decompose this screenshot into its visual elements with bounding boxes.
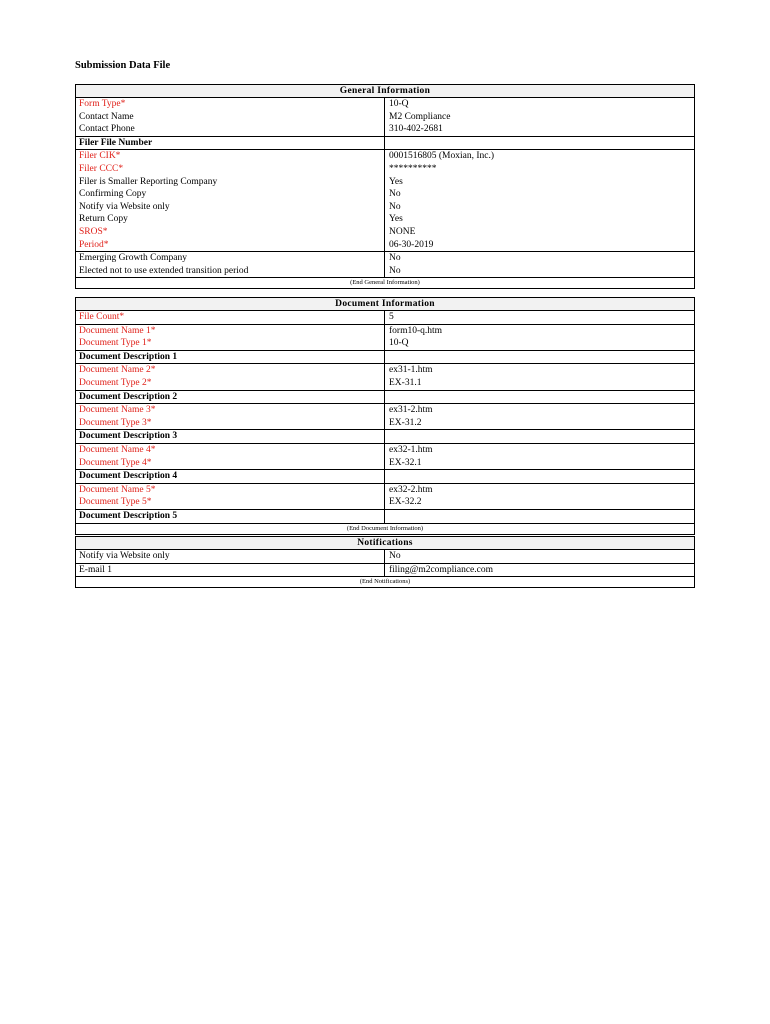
- row-value: [385, 351, 694, 364]
- table-row: [76, 213, 694, 226]
- table-row: [76, 417, 694, 430]
- row-value: ex32-1.htm: [389, 444, 433, 455]
- table-row: [76, 550, 694, 563]
- row-label: Document Name 4*: [76, 444, 385, 457]
- table-row: [76, 563, 694, 577]
- row-label: Notify via Website only: [76, 201, 385, 214]
- row-label: Document Description 3: [76, 430, 385, 443]
- row-value: No: [389, 253, 401, 264]
- row-label: File Count*: [76, 311, 385, 324]
- table-row: [76, 496, 694, 509]
- row-label: Period*: [76, 239, 385, 252]
- row-value: 5: [389, 312, 394, 322]
- table-row: [76, 136, 694, 150]
- row-label: Document Type 5*: [76, 496, 385, 509]
- general-information-section: [75, 84, 695, 289]
- row-label: Filer is Smaller Reporting Company: [76, 176, 385, 189]
- row-value: [385, 391, 694, 404]
- row-value: Yes: [389, 214, 403, 225]
- table-row: [76, 163, 694, 176]
- row-value: ex31-1.htm: [389, 365, 433, 376]
- row-label: E-mail 1: [76, 564, 385, 577]
- row-value: EX-31.1: [389, 377, 422, 388]
- table-row: [76, 239, 694, 252]
- row-value: No: [389, 189, 401, 200]
- table-row: [76, 403, 694, 417]
- row-value: form10-q.htm: [389, 325, 443, 336]
- row-value: [385, 510, 694, 523]
- table-row: [76, 188, 694, 201]
- row-value: filing@m2compliance.com: [389, 564, 493, 575]
- table-row: [76, 265, 694, 278]
- table-row: [76, 443, 694, 457]
- row-label: Elected not to use extended transition period: [76, 265, 385, 278]
- row-label: Form Type*: [76, 98, 385, 111]
- row-value: Yes: [389, 176, 403, 187]
- table-row: [76, 483, 694, 497]
- row-label: Document Name 2*: [76, 364, 385, 377]
- row-value: M2 Compliance: [389, 111, 451, 122]
- row-label: Notify via Website only: [76, 550, 385, 563]
- row-value: ex31-2.htm: [389, 405, 433, 416]
- table-row: [76, 363, 694, 377]
- row-label: Document Type 3*: [76, 417, 385, 430]
- table-row: [76, 123, 694, 136]
- table-row: [76, 429, 694, 443]
- table-row: [76, 337, 694, 350]
- row-value: 0001516805 (Moxian, Inc.): [389, 151, 495, 162]
- row-label: Document Description 5: [76, 510, 385, 523]
- row-label: Contact Phone: [76, 123, 385, 136]
- row-value: No: [389, 201, 401, 212]
- table-row: [76, 149, 694, 163]
- row-label: Emerging Growth Company: [76, 252, 385, 265]
- row-value: 10-Q: [389, 99, 409, 109]
- row-value: [385, 430, 694, 443]
- table-row: [76, 509, 694, 523]
- row-value: 06-30-2019: [389, 239, 434, 250]
- table-row: [76, 457, 694, 470]
- row-label: Document Type 1*: [76, 337, 385, 350]
- row-value: **********: [389, 163, 437, 174]
- table-row: [76, 201, 694, 214]
- notifications-section: [75, 536, 695, 588]
- row-label: Document Name 3*: [76, 404, 385, 417]
- row-label: Filer CCC*: [76, 163, 385, 176]
- section-header: Document Information: [76, 298, 694, 311]
- section-end-note: (End General Information): [76, 277, 694, 288]
- row-value: No: [389, 265, 401, 276]
- row-value: [385, 470, 694, 483]
- row-value: EX-32.2: [389, 497, 422, 508]
- row-label: SROS*: [76, 226, 385, 239]
- row-value: NONE: [389, 226, 416, 237]
- row-label: Document Name 5*: [76, 484, 385, 497]
- section-end-note: (End Notifications): [76, 576, 694, 587]
- row-label: Document Description 2: [76, 391, 385, 404]
- section-header: Notifications: [76, 537, 694, 550]
- row-value: 10-Q: [389, 338, 409, 349]
- row-value: No: [389, 551, 401, 561]
- row-label: Confirming Copy: [76, 188, 385, 201]
- table-row: [76, 350, 694, 364]
- row-value: ex32-2.htm: [389, 484, 433, 495]
- table-row: [76, 311, 694, 324]
- row-label: Document Type 2*: [76, 377, 385, 390]
- document-information-section: [75, 297, 695, 535]
- table-row: [76, 176, 694, 189]
- row-label: Document Name 1*: [76, 325, 385, 338]
- table-row: [76, 324, 694, 338]
- section-header: General Information: [76, 85, 694, 98]
- table-row: [76, 98, 694, 111]
- table-row: [76, 251, 694, 265]
- row-value: EX-32.1: [389, 457, 422, 468]
- table-row: [76, 469, 694, 483]
- table-row: [76, 226, 694, 239]
- table-row: [76, 111, 694, 124]
- table-row: [76, 377, 694, 390]
- row-value: EX-31.2: [389, 417, 422, 428]
- table-row: [76, 390, 694, 404]
- row-label: Return Copy: [76, 213, 385, 226]
- row-label: Contact Name: [76, 111, 385, 124]
- row-label: Document Description 1: [76, 351, 385, 364]
- row-value: [385, 137, 694, 150]
- section-end-note: (End Document Information): [76, 523, 694, 534]
- row-label: Document Type 4*: [76, 457, 385, 470]
- row-label: Filer File Number: [76, 137, 385, 150]
- row-label: Filer CIK*: [76, 150, 385, 163]
- row-label: Document Description 4: [76, 470, 385, 483]
- page-title: Submission Data File: [75, 60, 171, 71]
- row-value: 310-402-2681: [389, 124, 443, 135]
